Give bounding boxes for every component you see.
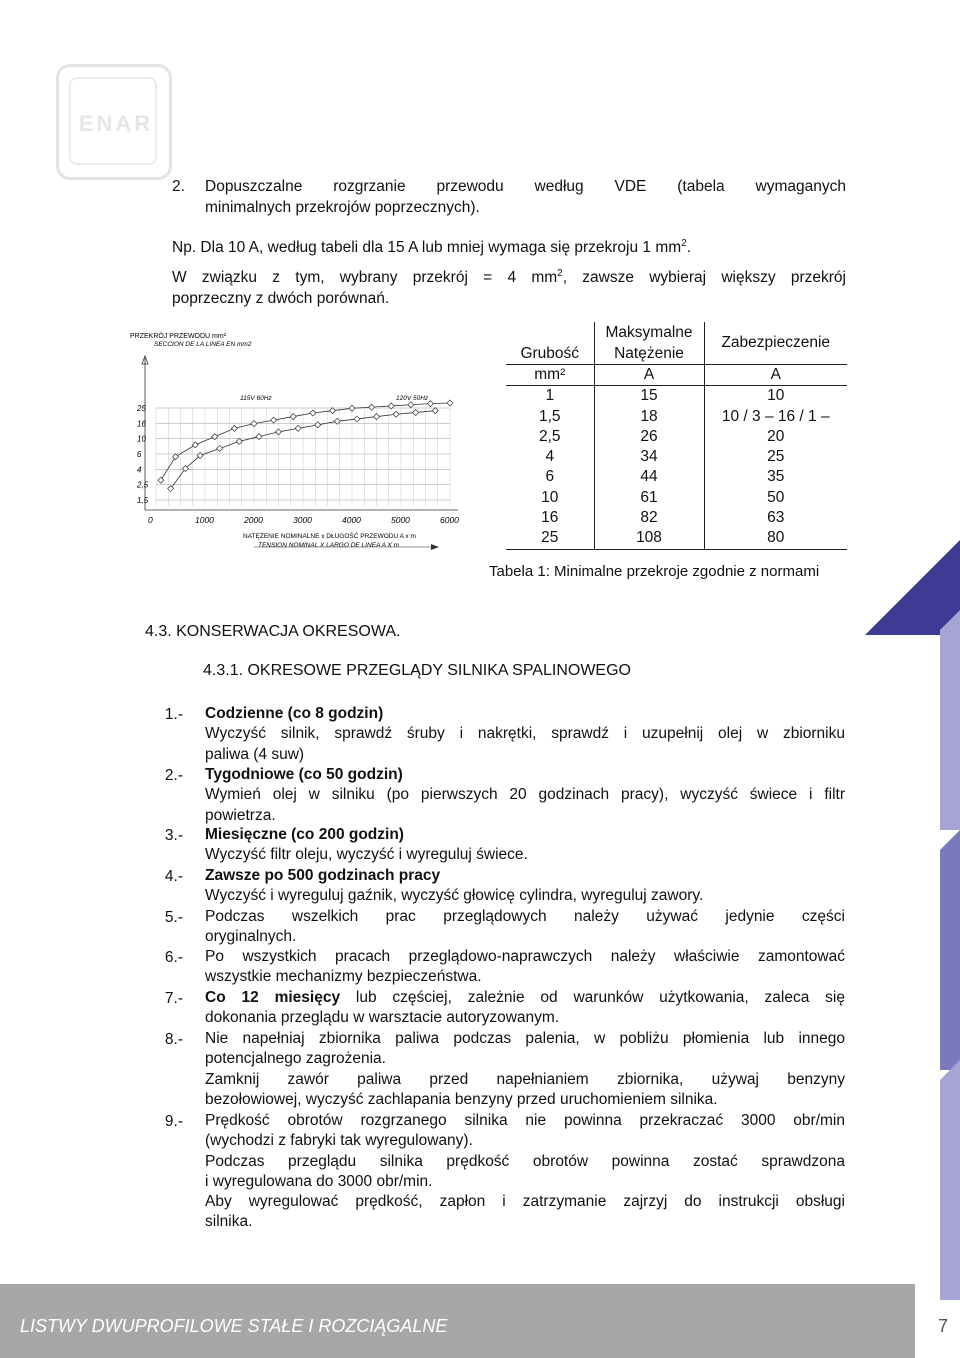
list-item-title: Tygodniowe (co 50 godzin) — [205, 766, 403, 783]
series-point — [374, 414, 380, 420]
list-item-line: Podczas przeglądu silnika prędkość obrotów powinna zostać sprawdzona — [205, 1152, 845, 1170]
cell-protection: 35 — [767, 468, 785, 486]
example-text: Np. Dla 10 A, według tabeli dla 15 A lub mniej wymaga się przekroju 1 mm — [172, 239, 682, 256]
series-point — [427, 401, 433, 407]
table-row — [506, 508, 847, 528]
series-label-120v: 120V 50Hz — [396, 395, 429, 402]
x-tick-label: 6000 — [440, 515, 459, 525]
selection-sup: 2 — [557, 267, 563, 279]
series-point — [310, 410, 316, 416]
chart-subtitle: SECCION DE LA LINEA EN mm2 — [154, 341, 252, 348]
x-axis-label: NATĘŻENIE NOMINALNE x DŁUGOŚĆ PRZEWODU A x m — [243, 533, 416, 540]
y-tick-label: 2,5 — [137, 480, 149, 490]
cell-current: 44 — [594, 467, 704, 487]
list-item — [205, 1111, 845, 1233]
table-row — [506, 528, 847, 549]
list-item — [205, 765, 845, 826]
cell-thickness: 1,5 — [506, 407, 594, 427]
company-logo — [56, 64, 172, 180]
series-point — [315, 422, 321, 428]
series-point — [217, 445, 223, 451]
header-current — [594, 322, 704, 365]
series-point — [192, 442, 198, 448]
series-point — [295, 425, 301, 431]
list-item — [205, 988, 845, 1029]
chart-series — [158, 400, 453, 492]
table-row — [506, 467, 847, 487]
list-item — [205, 704, 845, 765]
list-item — [205, 866, 845, 907]
table-body — [506, 386, 847, 549]
bar-light-1 — [940, 610, 960, 830]
list-item-number: 6.- — [164, 949, 183, 966]
list-item-number: 7.- — [164, 990, 183, 1007]
cell-current: 15 — [594, 386, 704, 407]
series-point — [329, 408, 335, 414]
list-item-line: Prędkość obrotów rozgrzanego silnika nie powinna przekraczać 3000 obr/min — [205, 1112, 845, 1129]
series-point — [276, 429, 282, 435]
list-item-line: i wyregulowana do 3000 obr/min. — [205, 1172, 433, 1190]
list-item-line: oryginalnych. — [205, 928, 297, 946]
list-item-line: wszystkie mechanizmy bezpieczeństwa. — [205, 968, 482, 986]
cell-thickness: 6 — [506, 467, 594, 487]
series-point — [251, 421, 257, 427]
unit-thickness: mm² — [506, 365, 594, 386]
list-item-line: potencjalnego zagrożenia. — [205, 1050, 386, 1068]
section-2-line1: Dopuszczalne rozgrzanie przewodu według VDE (tabela wymaganych — [205, 178, 846, 195]
cell-protection: 63 — [767, 509, 785, 527]
cell-thickness: 4 — [506, 447, 594, 467]
x-tick-labels — [148, 515, 459, 525]
cell-current: 61 — [594, 488, 704, 508]
list-item-line: paliwa (4 suw) — [205, 745, 305, 763]
unit-protection: A — [770, 366, 781, 383]
list-item-line: dokonania przeglądu w warsztacie autoryzowanym. — [205, 1009, 560, 1027]
y-tick-label: 6 — [137, 450, 142, 459]
series-point — [231, 425, 237, 431]
series-point — [408, 402, 414, 408]
list-item-text: lub częściej, zależnie od warunków użytkowania, zaleca się — [340, 989, 845, 1006]
footer-title: LISTWY DWUPROFILOWE STAŁE I ROZCIĄGALNE — [20, 1316, 448, 1336]
cell-thickness: 10 — [506, 488, 594, 508]
cell-protection: 80 — [704, 528, 847, 549]
list-item-line: Nie napełniaj zbiornika paliwa podczas palenia, w pobliżu płomienia lub innego — [205, 1030, 845, 1047]
series-point — [354, 416, 360, 422]
x-tick-label: 3000 — [293, 515, 312, 525]
cell-current: 34 — [594, 447, 704, 467]
cell-thickness: 1 — [506, 386, 594, 407]
series-point — [369, 404, 375, 410]
list-item-number: 3.- — [164, 827, 183, 844]
selection-line2: poprzeczny z dwóch porównań. — [172, 290, 390, 307]
header-current-line2: Natężenie — [614, 345, 684, 362]
list-item — [205, 1029, 845, 1110]
list-item-line: Wyczyść i wyreguluj gaźnik, wyczyść głowicę cylindra, wyreguluj zawory. — [205, 887, 704, 905]
list-item-title: Miesięczne (co 200 godzin) — [205, 826, 404, 843]
list-item-number: 5.- — [164, 909, 183, 926]
page-number: 7 — [938, 1316, 949, 1336]
series-point — [447, 400, 453, 406]
series-point — [168, 486, 174, 492]
list-item-line — [205, 988, 845, 1008]
bar-light-2 — [940, 1060, 960, 1300]
cell-protection: 10 / 3 – 16 / 1 – — [721, 407, 830, 425]
list-item — [205, 907, 845, 948]
cell-current: 26 — [594, 427, 704, 447]
decorative-side-shapes — [860, 540, 960, 1300]
example-end: . — [686, 239, 692, 256]
table-caption: Tabela 1: Minimalne przekroje zgodnie z normami — [489, 563, 820, 580]
header-protection: Zabezpieczenie — [721, 333, 831, 351]
selection-a: W związku z tym, wybrany przekrój = 4 mm — [172, 269, 558, 286]
list-item-line: (wychodzi z fabryki tak wyregulowany). — [205, 1132, 473, 1150]
header-thickness: Grubość — [506, 322, 594, 365]
selection-line1 — [172, 267, 846, 288]
list-item — [205, 825, 845, 866]
list-item-line: Wyczyść filtr oleju, wyczyść i wyreguluj świece. — [205, 846, 528, 864]
section-2-number: 2. — [172, 178, 185, 195]
series-line-0 — [161, 403, 450, 480]
list-item-number: 2.- — [164, 767, 183, 784]
list-item-line: Po wszystkich pracach przeglądowo-naprawczych należy właściwie zamontować — [205, 948, 845, 965]
selection-b: , zawsze wybieraj większy przekrój — [562, 269, 846, 286]
series-point — [173, 454, 179, 460]
cell-current: 18 — [594, 407, 704, 427]
series-point — [236, 438, 242, 444]
cell-protection: 20 — [767, 427, 785, 445]
list-item-line: bezołowiowej, wyczyść zachlapania benzyny przed uruchomieniem silnika. — [205, 1090, 718, 1108]
example-sup: 2 — [681, 237, 687, 249]
x-tick-label: 4000 — [342, 515, 361, 525]
list-item-line: Podczas wszelkich prac przeglądowych należy używać jedynie części — [205, 908, 845, 925]
x-axis-arrow — [431, 544, 439, 550]
list-item-number: 4.- — [164, 868, 183, 885]
table-row — [506, 386, 847, 407]
list-item — [205, 947, 845, 988]
series-point — [290, 414, 296, 420]
example-line — [172, 237, 691, 258]
cell-protection: 50 — [767, 488, 785, 506]
logo-frame — [69, 77, 157, 165]
triangle-dark — [865, 540, 960, 635]
series-point — [432, 408, 438, 414]
list-item-title: Zawsze po 500 godzinach pracy — [205, 867, 441, 884]
y-tick-labels — [136, 404, 149, 505]
table-row — [506, 488, 847, 508]
y-tick-label: 10 — [137, 434, 146, 444]
chart-title: PRZEKRÓJ PRZEWODU mm² — [130, 333, 227, 340]
cell-current: 82 — [594, 508, 704, 528]
conductor-chart — [128, 328, 468, 553]
bar-mid — [940, 830, 960, 1070]
cell-current: 108 — [594, 528, 704, 549]
series-point — [393, 411, 399, 417]
list-item-line: silnika. — [205, 1213, 253, 1231]
x-tick-label: 2000 — [244, 515, 263, 525]
list-item-line: Aby wyregulować prędkość, zapłon i zatrzymanie zajrzyj do instrukcji obsługi — [205, 1193, 845, 1211]
series-label-115v: 115V 60Hz — [240, 395, 272, 402]
x-tick-label: 5000 — [391, 515, 410, 525]
y-tick-label: 25 — [137, 404, 146, 413]
cell-thickness: 25 — [506, 528, 594, 549]
cross-section-table — [506, 322, 847, 550]
series-point — [158, 477, 164, 483]
x-tick-label: 0 — [148, 515, 153, 525]
section-heading: 4.3. KONSERWACJA OKRESOWA. — [145, 623, 401, 640]
series-point — [349, 405, 355, 411]
list-item-bold: Co 12 miesięcy — [205, 989, 341, 1006]
header-current-line1: Maksymalne — [605, 324, 693, 341]
cell-thickness: 16 — [506, 508, 594, 528]
list-item-number: 8.- — [164, 1031, 183, 1048]
y-tick-label: 4 — [137, 465, 142, 475]
table-row — [506, 407, 847, 427]
logo-text: ENAR — [78, 111, 154, 136]
cell-thickness: 2,5 — [506, 427, 594, 447]
list-item-line: Wymień olej w silniku (po pierwszych 20 godzinach pracy), wyczyść świece i filtr — [205, 786, 845, 804]
list-item-number: 1.- — [164, 706, 183, 723]
list-item-number: 9.- — [164, 1113, 183, 1130]
y-tick-label: 1,5 — [137, 496, 149, 505]
list-item-line: Zamknij zawór paliwa przed napełnianiem zbiornika, używaj benzyny — [205, 1070, 845, 1088]
subsection-heading: 4.3.1. OKRESOWE PRZEGLĄDY SILNIKA SPALINOWEGO — [203, 662, 631, 679]
x-axis-label-es: TENSION NOMINAL X LARGO DE LINEA A X m — [258, 542, 400, 549]
list-item-line: powietrza. — [205, 806, 276, 824]
series-point — [413, 409, 419, 415]
table-row — [506, 447, 847, 467]
y-tick-label: 16 — [137, 419, 146, 429]
section-2-line2: minimalnych przekrojów poprzecznych). — [205, 199, 480, 216]
cell-protection: 10 — [767, 387, 785, 405]
unit-current: A — [594, 365, 704, 386]
x-tick-label: 1000 — [195, 515, 214, 525]
list-item-line: Wyczyść silnik, sprawdź śruby i nakrętki, sprawdź i uzupełnij olej w zbiorniku — [205, 725, 845, 743]
table-row — [506, 427, 847, 447]
series-point — [271, 417, 277, 423]
list-item-title: Codzienne (co 8 godzin) — [205, 705, 384, 722]
cell-protection: 25 — [767, 448, 785, 466]
